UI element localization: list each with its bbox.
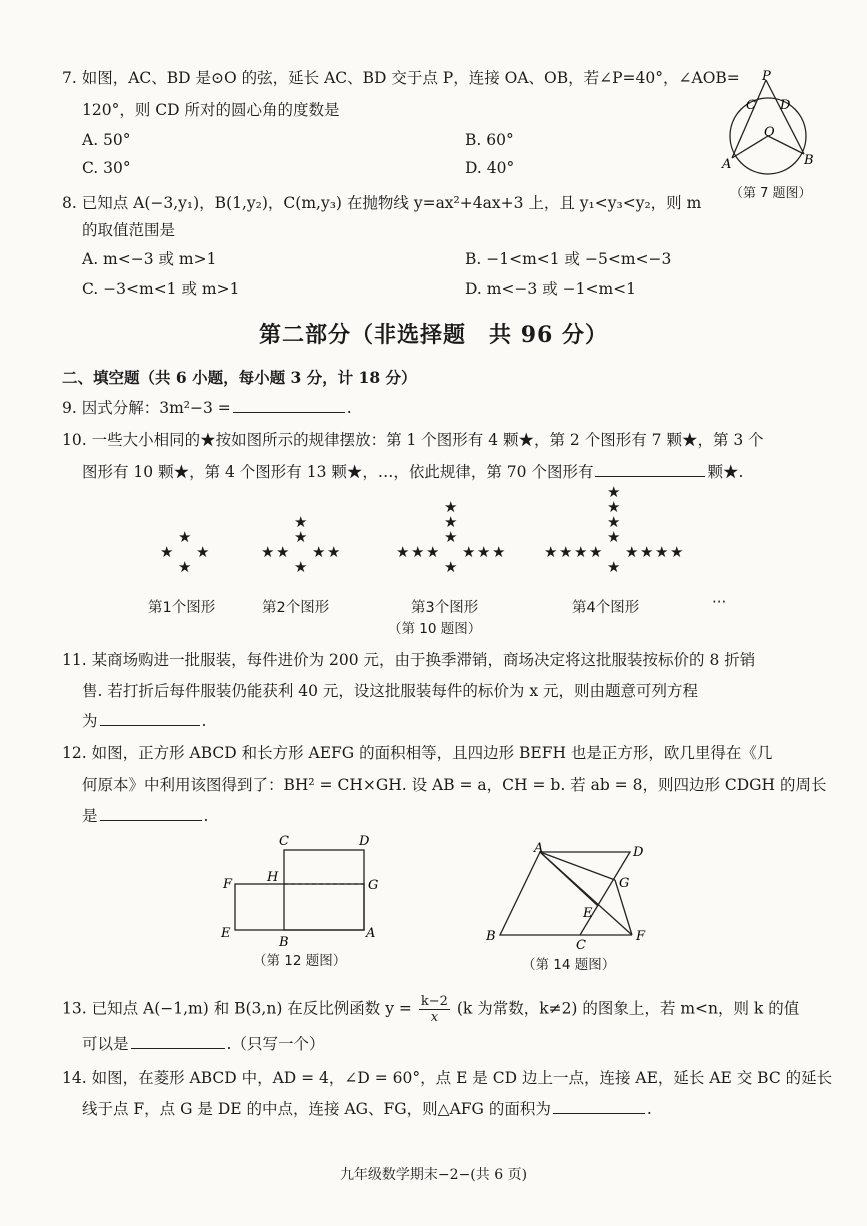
q12-label-c: C <box>279 834 289 849</box>
q12-figure <box>215 830 390 950</box>
q7-label-b: B <box>804 153 814 168</box>
q10-star: ★ <box>607 498 621 516</box>
q14-label-b: B <box>486 929 496 944</box>
q11-line3 <box>82 711 206 731</box>
q7-label-o: O <box>764 125 775 140</box>
part2-heading: 第二部分（非选择题 共 96 分） <box>259 322 608 348</box>
q10-star: ★ <box>327 543 341 561</box>
q12-answer-blank[interactable] <box>100 806 202 821</box>
q9-answer-blank[interactable] <box>233 398 345 413</box>
q12-line1: 12. 如图，正方形 ABCD 和长方形 AEFG 的面积相等，且四边形 BEFH 也是正方形，欧几里得在《几 <box>62 744 773 762</box>
q11-line1: 11. 某商场购进一批服装，每件进价为 200 元，由于换季滞销，商场决定将这批服装按标价的 8 折销 <box>62 651 756 669</box>
q13-line1-b: (k 为常数，k≠2) 的图象上，若 m<n，则 k 的值 <box>456 999 800 1018</box>
q10-ellipsis: ··· <box>712 593 727 611</box>
q10-star: ★ <box>294 528 308 546</box>
q10-fig-label-3: 第3个图形 <box>411 600 479 616</box>
q12-label-b: B <box>279 935 289 950</box>
q13-line1-a: 13. 已知点 A(−1,m) 和 B(3,n) 在反比例函数 y = <box>62 999 412 1018</box>
q12-caption: （第 12 题图） <box>253 953 347 969</box>
q10-star: ★ <box>160 543 174 561</box>
q7-label-d: D <box>780 98 791 113</box>
q10-line2-b: 颗★. <box>707 463 744 481</box>
q10-star: ★ <box>444 528 458 546</box>
q10-star: ★ <box>655 543 669 561</box>
q10-star: ★ <box>312 543 326 561</box>
q12-line3 <box>82 806 208 826</box>
q10-fig-label-4: 第4个图形 <box>572 600 640 616</box>
q11-line2: 售. 若打折后每件服装仍能获利 40 元，设这批服装每件的标价为 x 元，则由题意可列方程 <box>82 682 699 700</box>
q14-answer-blank[interactable] <box>553 1099 645 1114</box>
q10-star: ★ <box>544 543 558 561</box>
q14-line2-b: . <box>646 1100 652 1118</box>
q10-star: ★ <box>625 543 639 561</box>
q7-option-c: C. 30° <box>82 159 131 177</box>
q10-star: ★ <box>294 513 308 531</box>
q14-label-f: F <box>636 929 646 944</box>
q10-star: ★ <box>462 543 476 561</box>
q10-star: ★ <box>640 543 654 561</box>
q10-star: ★ <box>607 558 621 576</box>
q10-star: ★ <box>589 543 603 561</box>
page-footer: 九年级数学期末−2−(共 6 页) <box>339 1167 528 1183</box>
q7-figure <box>718 66 828 181</box>
q10-star: ★ <box>607 483 621 501</box>
q14-line1: 14. 如图，在菱形 ABCD 中，AD = 4，∠D = 60°，点 E 是 CD 边上一点，连接 AE，延长 AE 交 BC 的延长 <box>62 1069 833 1087</box>
q13-line2 <box>82 1034 324 1054</box>
q7-option-a: A. 50° <box>82 131 131 149</box>
q10-star: ★ <box>261 543 275 561</box>
q14-label-g: G <box>619 876 630 891</box>
q12-line3-b: . <box>203 807 209 825</box>
q8-option-c: C. −3<m<1 或 m>1 <box>82 280 240 298</box>
q12-label-h: H <box>267 870 279 885</box>
q10-line1: 10. 一些大小相同的★按如图所示的规律摆放：第 1 个图形有 4 颗★，第 2 个图形有 7 颗★，第 3 个 <box>62 431 764 449</box>
q12-label-e: E <box>221 926 231 941</box>
q14-line2 <box>82 1099 652 1119</box>
q10-star: ★ <box>426 543 440 561</box>
q10-star: ★ <box>492 543 506 561</box>
q11-line3-a: 为 <box>82 712 98 730</box>
q14-label-e: E <box>583 906 593 921</box>
q12-line3-a: 是 <box>82 807 98 825</box>
q13-line1 <box>62 994 799 1025</box>
q12-label-g: G <box>368 878 379 893</box>
q13-line2-b: .（只写一个） <box>226 1035 325 1053</box>
q10-star: ★ <box>196 543 210 561</box>
q8-option-b: B. −1<m<1 或 −5<m<−3 <box>465 250 672 268</box>
q7-option-d: D. 40° <box>465 159 515 177</box>
q7-label-c: C <box>746 98 756 113</box>
q13-frac-den: x <box>430 1010 439 1025</box>
q13-answer-blank[interactable] <box>131 1034 225 1049</box>
q10-star: ★ <box>396 543 410 561</box>
q11-line3-b: . <box>201 712 207 730</box>
q10-caption: （第 10 题图） <box>388 621 482 637</box>
q9-line <box>62 398 352 418</box>
q10-star: ★ <box>411 543 425 561</box>
q11-answer-blank[interactable] <box>100 711 200 726</box>
q10-fig-label-2: 第2个图形 <box>262 600 330 616</box>
q7-option-b: B. 60° <box>465 131 514 149</box>
q10-line2 <box>82 462 743 482</box>
q9-end: . <box>346 399 352 417</box>
q10-star: ★ <box>178 558 192 576</box>
q10-star: ★ <box>444 558 458 576</box>
q14-label-d: D <box>633 845 644 860</box>
q13-line2-a: 可以是 <box>82 1035 129 1053</box>
q13-fraction <box>419 994 450 1025</box>
q10-line2-a: 图形有 10 颗★，第 4 个图形有 13 颗★，…，依此规律，第 70 个图形有 <box>82 463 594 481</box>
q7-line1: 7. 如图，AC、BD 是⊙O 的弦，延长 AC、BD 交于点 P，连接 OA、OB，若∠P=40°，∠AOB= <box>62 69 740 87</box>
q8-option-d: D. m<−3 或 −1<m<1 <box>465 280 636 298</box>
q14-line2-a: 线于点 F，点 G 是 DE 的中点，连接 AG、FG，则△AFG 的面积为 <box>82 1100 551 1118</box>
q10-star: ★ <box>574 543 588 561</box>
q10-fig-label-1: 第1个图形 <box>148 600 216 616</box>
q10-star: ★ <box>670 543 684 561</box>
q10-star: ★ <box>294 558 308 576</box>
q12-label-f: F <box>223 877 233 892</box>
q14-label-c: C <box>576 938 586 950</box>
q10-star: ★ <box>607 528 621 546</box>
q10-answer-blank[interactable] <box>595 462 705 477</box>
q12-line2: 何原本》中利用该图得到了：BH² = CH×GH. 设 AB = a，CH = b. 若 ab = 8，则四边形 CDGH 的周长 <box>82 776 827 794</box>
q7-line2: 120°，则 CD 所对的圆心角的度数是 <box>82 101 340 119</box>
q9-text: 9. 因式分解：3m²−3 = <box>62 399 231 417</box>
q12-label-a: A <box>366 926 376 941</box>
q14-figure <box>480 840 660 950</box>
q7-label-a: A <box>722 157 732 172</box>
q10-star: ★ <box>477 543 491 561</box>
q10-star: ★ <box>444 498 458 516</box>
q10-star: ★ <box>178 528 192 546</box>
q8-line1: 8. 已知点 A(−3,y₁)，B(1,y₂)，C(m,y₃) 在抛物线 y=ax²+4ax+3 上，且 y₁<y₃<y₂，则 m <box>62 194 702 212</box>
q14-caption: （第 14 题图） <box>522 957 616 973</box>
q7-caption: （第 7 题图） <box>730 186 812 201</box>
q7-label-p: P <box>762 69 771 84</box>
q14-label-a: A <box>534 841 544 856</box>
q13-frac-num: k−2 <box>420 994 448 1009</box>
q10-star: ★ <box>444 513 458 531</box>
q8-option-a: A. m<−3 或 m>1 <box>82 250 217 268</box>
q10-star: ★ <box>607 513 621 531</box>
q8-line2: 的取值范围是 <box>82 221 176 239</box>
q12-label-d: D <box>359 834 370 849</box>
q10-star: ★ <box>559 543 573 561</box>
section2-title: 二、填空题（共 6 小题，每小题 3 分，计 18 分） <box>62 368 417 387</box>
q10-star: ★ <box>276 543 290 561</box>
